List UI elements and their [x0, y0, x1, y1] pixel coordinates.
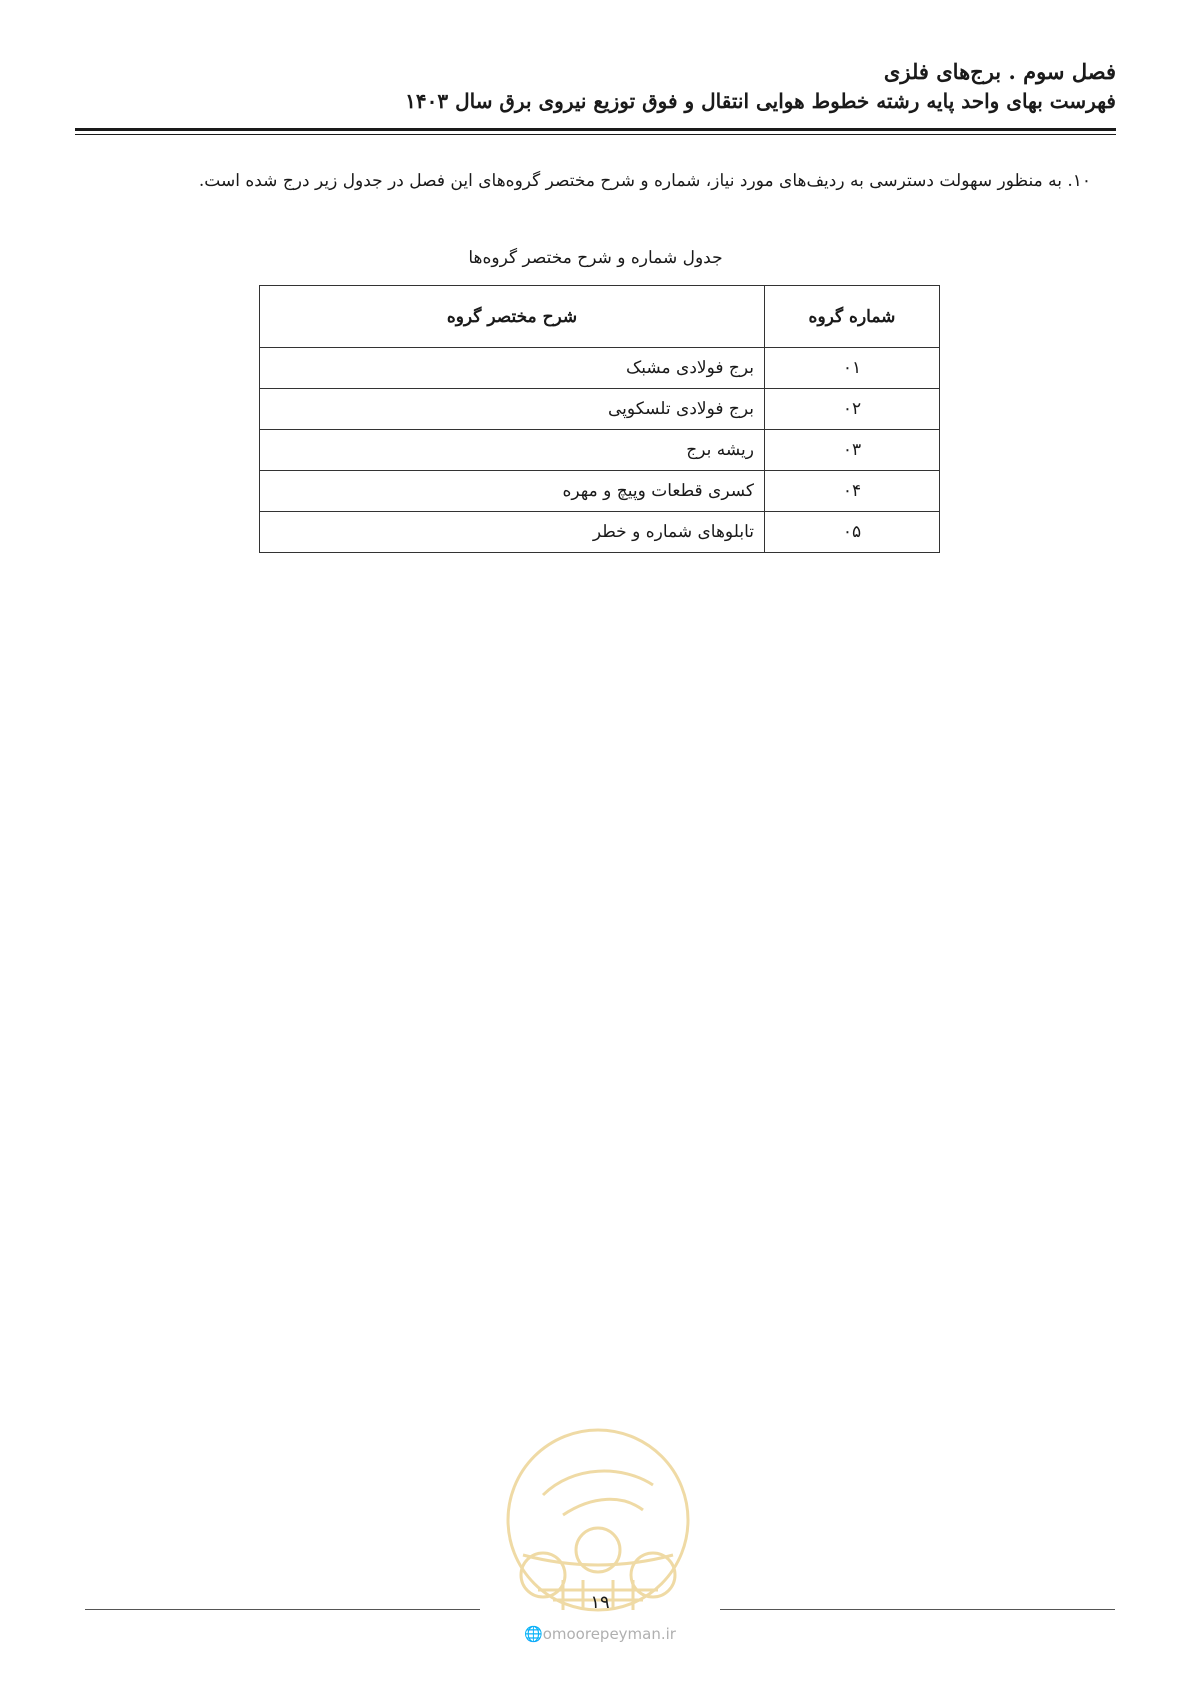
group-number-cell: ۰۵	[765, 512, 940, 553]
table-row	[260, 430, 940, 471]
group-description-cell: برج فولادی تلسکوپی	[260, 389, 765, 430]
table-row	[260, 348, 940, 389]
watermark-logo	[503, 1425, 693, 1615]
group-number-cell: ۰۲	[765, 389, 940, 430]
group-description-cell: تابلوهای شماره و خطر	[260, 512, 765, 553]
group-number-cell: ۰۱	[765, 348, 940, 389]
table-caption: جدول شماره و شرح مختصر گروه‌ها	[468, 248, 723, 268]
group-description-cell: ریشه برج	[260, 430, 765, 471]
document-title: فهرست بهای واحد پایه رشته خطوط هوایی انتقال و فوق توزیع نیروی برق سال ۱۴۰۳	[405, 89, 1116, 113]
chapter-title: فصل سوم . برج‌های فلزی	[883, 59, 1116, 84]
group-description-cell: برج فولادی مشبک	[260, 348, 765, 389]
website-url	[515, 1625, 685, 1643]
intro-paragraph: ۱۰. به منظور سهولت دسترسی به ردیف‌های مورد نیاز، شماره و شرح مختصر گروه‌های این فصل در جدول زیر درج شده است.	[198, 171, 1091, 191]
group-description-cell: کسری قطعات وپیچ و مهره	[260, 471, 765, 512]
page-header	[75, 58, 1116, 116]
footer-divider-right	[720, 1609, 1115, 1610]
header-divider-thick	[75, 128, 1116, 131]
group-number-cell: ۰۴	[765, 471, 940, 512]
header-divider-thin	[75, 134, 1116, 135]
table-row	[260, 512, 940, 553]
globe-icon: 🌐	[524, 1625, 543, 1643]
header-group-number: شماره گروه	[765, 286, 940, 348]
page-number: ۱۹	[590, 1592, 610, 1613]
footer-divider-left	[85, 1609, 480, 1610]
table-row	[260, 389, 940, 430]
groups-table	[259, 285, 940, 553]
website-url-text: omoorepeyman.ir	[542, 1625, 676, 1643]
table-header-row	[260, 286, 940, 348]
table-row	[260, 471, 940, 512]
watermark-logo-graphic	[503, 1425, 693, 1615]
header-group-description: شرح مختصر گروه	[260, 286, 765, 348]
group-number-cell: ۰۳	[765, 430, 940, 471]
